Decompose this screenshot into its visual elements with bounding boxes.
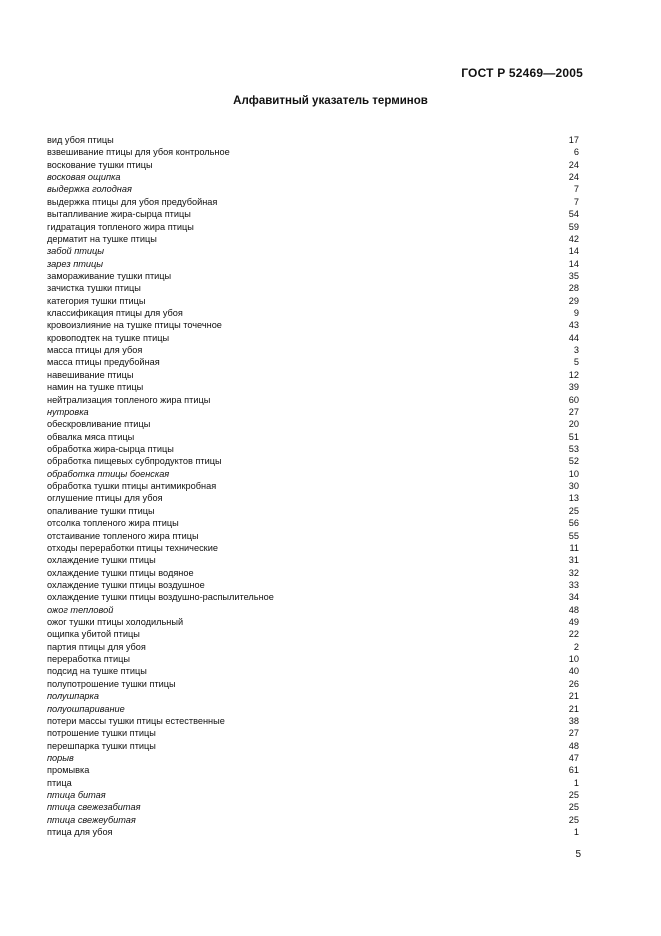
index-page-ref: 22 (568, 629, 579, 640)
index-entry (47, 455, 579, 467)
index-page-ref: 51 (568, 431, 579, 442)
index-page-ref: 39 (568, 382, 579, 393)
index-term: масса птицы для убоя (47, 345, 143, 356)
index-page-ref: 44 (568, 332, 579, 343)
index-entry (47, 715, 579, 727)
index-entry (47, 356, 579, 368)
index-entry (47, 665, 579, 677)
index-term: отходы переработки птицы технические (47, 542, 218, 553)
page-number: 5 (575, 849, 581, 860)
index-page-ref: 53 (568, 443, 579, 454)
index-page-ref: 17 (568, 135, 579, 145)
index-term: обработка жира-сырца птицы (47, 443, 174, 454)
index-page-ref: 25 (568, 505, 579, 516)
index-entry (47, 777, 579, 789)
index-page-ref: 12 (568, 369, 579, 380)
index-entry (47, 752, 579, 764)
index-page-ref: 47 (568, 752, 579, 763)
index-entry (47, 492, 579, 504)
index-entry (47, 801, 579, 813)
index-entry (47, 221, 579, 233)
index-entry (47, 591, 579, 603)
index-page-ref: 1 (573, 777, 579, 788)
index-entry (47, 678, 579, 690)
index-term: подсид на тушке птицы (47, 666, 147, 677)
index-entry (47, 480, 579, 492)
index-page-ref: 5 (573, 357, 579, 368)
index-entry (47, 690, 579, 702)
index-term: охлаждение тушки птицы (47, 555, 156, 566)
index-page-ref: 55 (568, 530, 579, 541)
index-page-ref: 49 (568, 617, 579, 628)
index-term: полупотрошение тушки птицы (47, 678, 176, 689)
index-page-ref: 24 (568, 159, 579, 170)
index-term: потрошение тушки птицы (47, 728, 156, 739)
index-term: охлаждение тушки птицы водяное (47, 567, 194, 578)
index-page-ref: 54 (568, 209, 579, 220)
index-page-ref: 40 (568, 666, 579, 677)
index-page-ref: 26 (568, 678, 579, 689)
index-term: потери массы тушки птицы естественные (47, 715, 225, 726)
index-page-ref: 14 (568, 246, 579, 257)
index-page-ref: 59 (568, 221, 579, 232)
index-page-ref: 28 (568, 283, 579, 294)
index-entry (47, 406, 579, 418)
index-term: воскование тушки птицы (47, 159, 153, 170)
index-term: кровоподтек на тушке птицы (47, 332, 170, 343)
index-page-ref: 1 (573, 827, 579, 838)
index-page-ref: 25 (568, 790, 579, 801)
index-term: ожог тепловой (47, 604, 114, 615)
index-entry (47, 554, 579, 566)
index-term: опаливание тушки птицы (47, 505, 155, 516)
index-entry (47, 740, 579, 752)
index-term: замораживание тушки птицы (47, 270, 172, 281)
index-page-ref: 30 (568, 481, 579, 492)
index-page-ref: 61 (568, 765, 579, 776)
index-term: перешпарка тушки птицы (47, 740, 156, 751)
index-term: отсолка топленого жира птицы (47, 518, 179, 529)
index-page-ref: 32 (568, 567, 579, 578)
index-entry (47, 468, 579, 480)
index-entry (47, 826, 579, 838)
index-entry (47, 616, 579, 628)
index-page-ref: 52 (568, 456, 579, 467)
index-term: птица битая (47, 790, 106, 801)
index-page-ref: 25 (568, 814, 579, 825)
index-page-ref: 24 (568, 172, 579, 183)
index-entry (47, 369, 579, 381)
index-entry (47, 208, 579, 220)
index-page-ref: 11 (569, 542, 579, 553)
index-term: отстаивание топленого жира птицы (47, 530, 199, 541)
index-entry (47, 628, 579, 640)
index-entry (47, 134, 579, 146)
index-page-ref: 27 (568, 728, 579, 739)
index-term: птица для убоя (47, 827, 113, 838)
index-term: нейтрализация топленого жира птицы (47, 394, 211, 405)
index-page-ref: 60 (568, 394, 579, 405)
index-term: восковая ощипка (47, 172, 121, 183)
index-page-ref: 2 (573, 641, 579, 652)
index-term: масса птицы предубойная (47, 357, 160, 368)
index-entry (47, 814, 579, 826)
index-term: птица свежеубитая (47, 814, 136, 825)
index-page-ref: 29 (568, 295, 579, 306)
index-entry (47, 653, 579, 665)
index-term: категория тушки птицы (47, 295, 146, 306)
index-term: вытапливание жира-сырца птицы (47, 209, 191, 220)
index-entry (47, 764, 579, 776)
term-index-list (47, 134, 579, 838)
index-term: выдержка птицы для убоя предубойная (47, 196, 218, 207)
index-page-ref: 3 (573, 345, 579, 356)
index-entry (47, 295, 579, 307)
index-term: навешивание птицы (47, 369, 134, 380)
index-page-ref: 48 (568, 740, 579, 751)
index-entry (47, 270, 579, 282)
index-term: промывка (47, 765, 90, 776)
index-entry (47, 579, 579, 591)
index-entry (47, 233, 579, 245)
index-page-ref: 21 (568, 691, 579, 702)
index-page-ref: 35 (568, 270, 579, 281)
index-term: ощипка убитой птицы (47, 629, 140, 640)
index-term: полуошпаривание (47, 703, 125, 714)
index-entry (47, 196, 579, 208)
index-page-ref: 13 (568, 493, 579, 504)
index-term: обработка птицы боенская (47, 468, 170, 479)
index-page-ref: 7 (573, 184, 579, 195)
index-page-ref: 6 (573, 147, 579, 158)
index-term: обработка пищевых субпродуктов птицы (47, 456, 222, 467)
index-entry (47, 381, 579, 393)
index-term: оглушение птицы для убоя (47, 493, 163, 504)
index-page-ref: 34 (568, 592, 579, 603)
index-entry (47, 567, 579, 579)
index-term: охлаждение тушки птицы воздушное (47, 579, 205, 590)
index-term: взвешивание птицы для убоя контрольное (47, 147, 230, 158)
index-entry (47, 332, 579, 344)
index-term: вид убоя птицы (47, 135, 114, 145)
index-term: обескровливание птицы (47, 419, 151, 430)
index-entry (47, 394, 579, 406)
index-entry (47, 443, 579, 455)
index-term: обработка тушки птицы антимикробная (47, 481, 217, 492)
index-entry (47, 517, 579, 529)
index-page-ref: 42 (568, 233, 579, 244)
index-page-ref: 20 (568, 419, 579, 430)
index-entry (47, 604, 579, 616)
index-term: зарез птицы (47, 258, 104, 269)
index-entry (47, 245, 579, 257)
index-entry (47, 505, 579, 517)
index-page-ref: 38 (568, 715, 579, 726)
index-term: полушпарка (47, 691, 99, 702)
index-page-ref: 33 (568, 579, 579, 590)
index-term: выдержка голодная (47, 184, 132, 195)
index-entry (47, 183, 579, 195)
index-entry (47, 530, 579, 542)
index-term: нутровка (47, 406, 89, 417)
index-term: переработка птицы (47, 654, 130, 665)
index-term: охлаждение тушки птицы воздушно-распылительное (47, 592, 274, 603)
index-page-ref: 9 (573, 308, 579, 319)
index-term: забой птицы (47, 246, 105, 257)
index-page-ref: 56 (568, 518, 579, 529)
index-entry (47, 282, 579, 294)
index-entry (47, 542, 579, 554)
index-page-ref: 31 (568, 555, 579, 566)
index-term: партия птицы для убоя (47, 641, 146, 652)
index-page-ref: 27 (568, 406, 579, 417)
index-term: кровоизлияние на тушке птицы точечное (47, 320, 222, 331)
index-entry (47, 641, 579, 653)
index-entry (47, 789, 579, 801)
index-term: обвалка мяса птицы (47, 431, 135, 442)
index-entry (47, 307, 579, 319)
index-term: гидратация топленого жира птицы (47, 221, 194, 232)
index-page-ref: 14 (568, 258, 579, 269)
index-entry (47, 418, 579, 430)
index-term: классификация птицы для убоя (47, 308, 183, 319)
index-page-ref: 10 (568, 654, 579, 665)
index-entry (47, 171, 579, 183)
index-entry (47, 703, 579, 715)
index-entry (47, 727, 579, 739)
index-term: намин на тушке птицы (47, 382, 144, 393)
index-page-ref: 48 (568, 604, 579, 615)
index-term: птица (47, 777, 72, 788)
index-term: порыв (47, 752, 74, 763)
index-entry (47, 431, 579, 443)
index-entry (47, 258, 579, 270)
index-page-ref: 43 (568, 320, 579, 331)
index-page-ref: 10 (568, 468, 579, 479)
index-page-ref: 7 (573, 196, 579, 207)
index-page-ref: 21 (568, 703, 579, 714)
document-code: ГОСТ Р 52469—2005 (461, 66, 583, 80)
index-term: ожог тушки птицы холодильный (47, 617, 184, 628)
index-page-ref: 25 (568, 802, 579, 813)
index-entry (47, 146, 579, 158)
index-term: птица свежезабитая (47, 802, 141, 813)
index-term: зачистка тушки птицы (47, 283, 141, 294)
index-entry (47, 319, 579, 331)
index-entry (47, 159, 579, 171)
index-entry (47, 344, 579, 356)
index-term: дерматит на тушке птицы (47, 233, 157, 244)
page-title: Алфавитный указатель терминов (233, 95, 428, 107)
